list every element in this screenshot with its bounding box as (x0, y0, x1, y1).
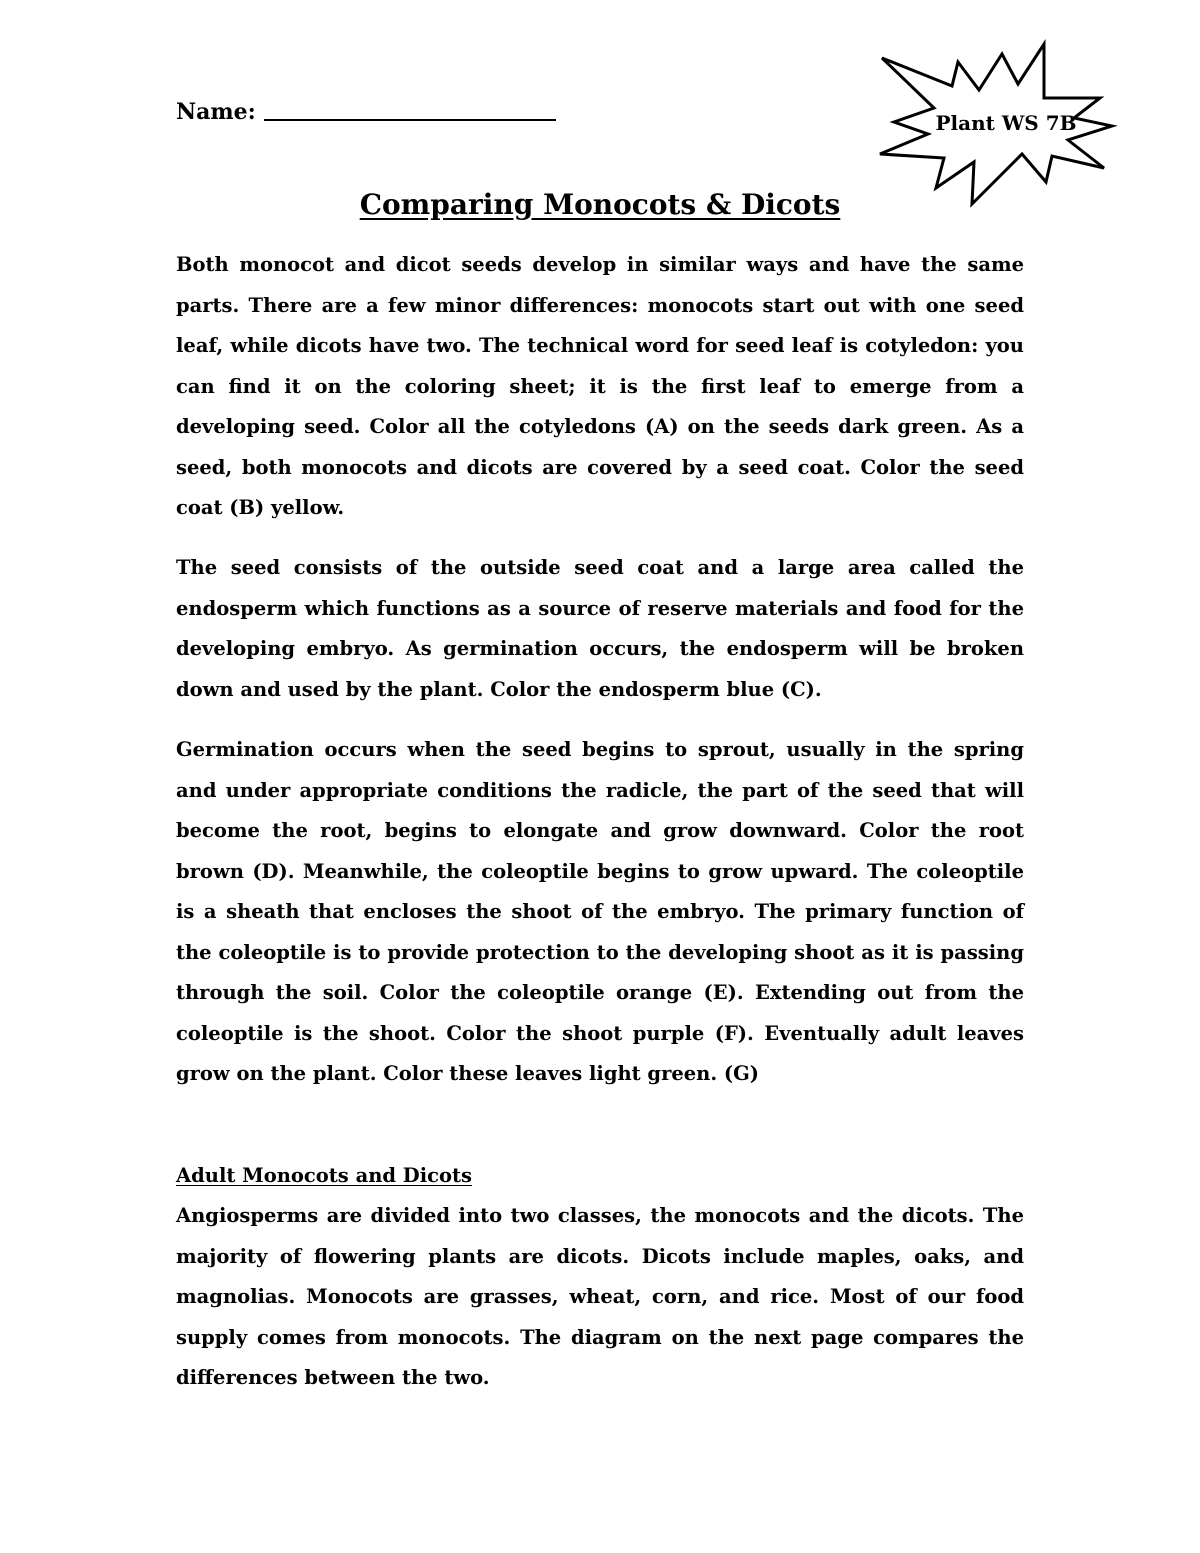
section-heading: Adult Monocots and Dicots (176, 1164, 472, 1187)
paragraph-endosperm: The seed consists of the outside seed coat and a large area called the endosperm which functions as a source of reserve materials and food for the developing embryo. As germination occurs, the endosperm will be broken down and used by the plant. Color the endosperm blue (C). (176, 556, 1024, 701)
name-blank-line[interactable] (264, 119, 556, 121)
name-label: Name: (176, 99, 256, 125)
paragraph-germination: Germination occurs when the seed begins to sprout, usually in the spring and under appropriate conditions the radicle, the part of the seed that will become the root, begins to elongate and grow downward. Color the root brown (D). Meanwhile, the coleoptile begins to grow upward. The coleoptile is a sheath that encloses the shoot of the embryo. The primary function of the coleoptile is to provide protection to the developing shoot as it is passing through the soil. Color the coleoptile orange (E). Extending out from the coleoptile is the shoot. Color the shoot purple (F). Eventually adult leaves grow on the plant. Color these leaves light green. (G) (176, 738, 1024, 1085)
badge-label: Plant WS 7B (935, 111, 1077, 135)
page-title: Comparing Monocots & Dicots (359, 188, 841, 221)
paragraph-adult-plants: Angiosperms are divided into two classes, the monocots and the dicots. The majority of flowering plants are dicots. Dicots include maples, oaks, and magnolias. Monocots are grasses, wheat, corn, and rice. Most of our food supply comes from monocots. The diagram on the next page compares the differences between the two. (176, 1204, 1024, 1389)
paragraph-cotyledon: Both monocot and dicot seeds develop in similar ways and have the same parts. There are a few minor differences: monocots start out with one seed leaf, while dicots have two. The technical word for seed leaf is cotyledon: you can find it on the coloring sheet; it is the first leaf to emerge from a developing seed. Color all the cotyledons (A) on the seeds dark green. As a seed, both monocots and dicots are covered by a seed coat. Color the seed coat (B) yellow. (176, 253, 1024, 519)
name-field-row (176, 97, 556, 127)
